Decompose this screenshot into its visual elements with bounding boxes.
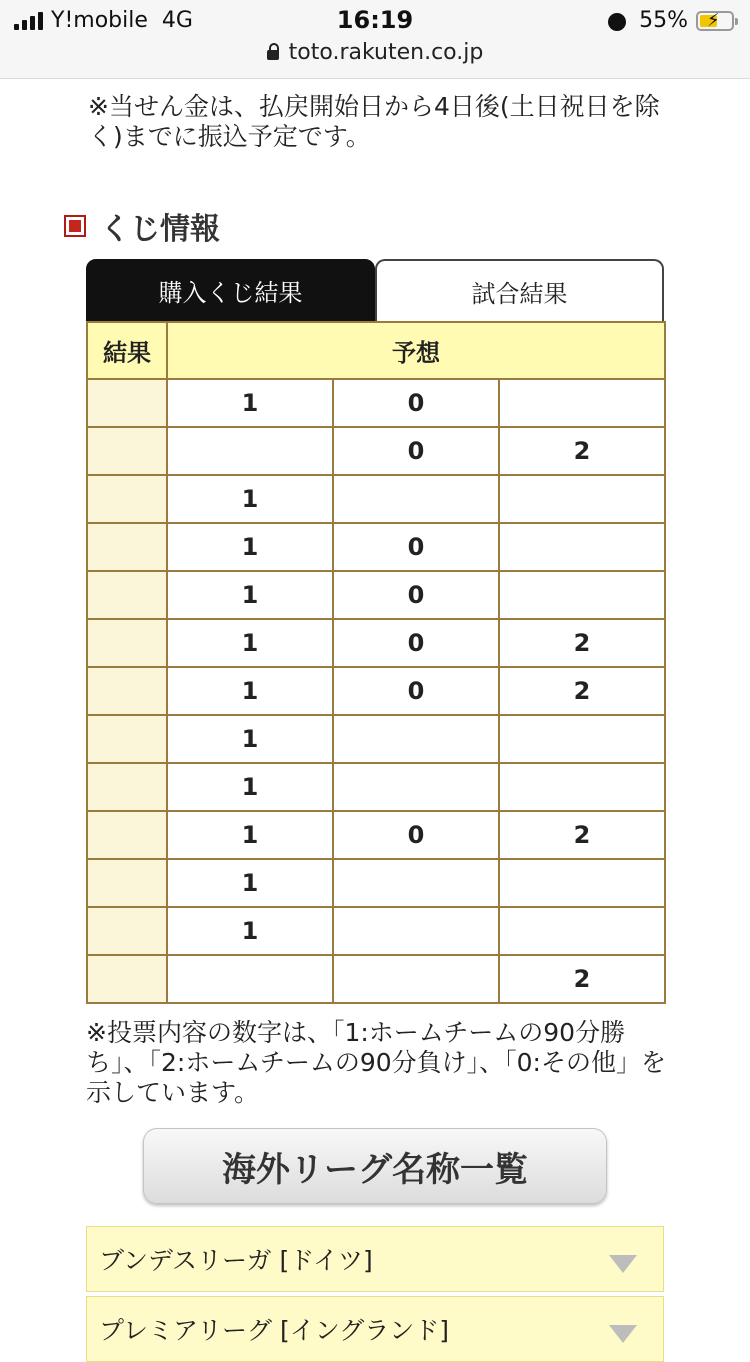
network-type: 4G xyxy=(161,8,193,33)
league-name: ブンデスリーガ [ドイツ] xyxy=(99,1246,373,1275)
prediction-0-cell xyxy=(333,859,499,907)
prediction-2-cell xyxy=(499,475,665,523)
result-cell xyxy=(87,523,167,571)
result-cell xyxy=(87,907,167,955)
expand-triangle-icon xyxy=(609,1325,637,1343)
expand-triangle-icon xyxy=(609,1255,637,1273)
table-row xyxy=(87,379,665,427)
table-row xyxy=(87,811,665,859)
prediction-2-cell: 2 xyxy=(499,427,665,475)
prediction-0-cell: 0 xyxy=(333,427,499,475)
prediction-2-cell xyxy=(499,763,665,811)
prediction-1-cell xyxy=(167,955,333,1003)
result-cell xyxy=(87,619,167,667)
battery-percent: 55% xyxy=(639,8,688,33)
prediction-1-cell: 1 xyxy=(167,907,333,955)
clock: 16:19 xyxy=(336,6,414,34)
prediction-2-cell xyxy=(499,715,665,763)
result-cell xyxy=(87,955,167,1003)
prediction-0-cell: 0 xyxy=(333,667,499,715)
status-right xyxy=(607,8,734,33)
prediction-1-cell: 1 xyxy=(167,619,333,667)
section-heading xyxy=(64,204,220,248)
result-cell xyxy=(87,571,167,619)
table-row xyxy=(87,571,665,619)
tab-purchase-results[interactable]: 購入くじ結果 xyxy=(86,259,375,321)
result-cell xyxy=(87,379,167,427)
prediction-2-cell: 2 xyxy=(499,955,665,1003)
table-row xyxy=(87,955,665,1003)
league-name: プレミアリーグ [イングランド] xyxy=(99,1316,449,1345)
table-header-row xyxy=(87,322,665,379)
table-row xyxy=(87,427,665,475)
url-text: toto.rakuten.co.jp xyxy=(288,40,484,65)
table-row xyxy=(87,859,665,907)
prediction-2-cell xyxy=(499,859,665,907)
prediction-0-cell xyxy=(333,715,499,763)
prediction-1-cell: 1 xyxy=(167,379,333,427)
result-cell xyxy=(87,715,167,763)
table-row xyxy=(87,475,665,523)
result-cell xyxy=(87,859,167,907)
prediction-1-cell xyxy=(167,427,333,475)
prediction-1-cell: 1 xyxy=(167,475,333,523)
payout-note: ※当せん金は、払戻開始日から4日後(土日祝日を除く)までに振込予定です。 xyxy=(88,92,660,151)
prediction-1-cell: 1 xyxy=(167,811,333,859)
table-row xyxy=(87,763,665,811)
battery-icon xyxy=(696,11,734,31)
lock-icon xyxy=(267,50,279,60)
prediction-1-cell: 1 xyxy=(167,859,333,907)
tab-match-results[interactable]: 試合結果 xyxy=(375,259,664,321)
league-accordion-item[interactable] xyxy=(86,1226,664,1292)
red-square-icon xyxy=(64,215,86,237)
header-prediction: 予想 xyxy=(167,322,665,379)
carrier-name: Y!mobile xyxy=(51,8,148,33)
prediction-1-cell: 1 xyxy=(167,523,333,571)
table-body xyxy=(87,379,665,1003)
prediction-2-cell: 2 xyxy=(499,667,665,715)
prediction-2-cell: 2 xyxy=(499,619,665,667)
result-cell xyxy=(87,667,167,715)
prediction-2-cell xyxy=(499,907,665,955)
prediction-0-cell: 0 xyxy=(333,571,499,619)
prediction-0-cell: 0 xyxy=(333,619,499,667)
status-bar xyxy=(0,0,750,79)
result-cell xyxy=(87,475,167,523)
prediction-1-cell: 1 xyxy=(167,763,333,811)
result-cell xyxy=(87,811,167,859)
vote-legend-note: ※投票内容の数字は、「1:ホームチームの90分勝ち」、「2:ホームチームの90分負け」、「0:その他」を示しています。 xyxy=(86,1018,666,1107)
prediction-2-cell xyxy=(499,571,665,619)
result-tabs xyxy=(86,259,664,321)
result-cell xyxy=(87,763,167,811)
prediction-table xyxy=(86,321,666,1004)
address-bar[interactable] xyxy=(0,40,750,65)
overseas-league-list-button[interactable]: 海外リーグ名称一覧 xyxy=(143,1128,607,1204)
prediction-0-cell: 0 xyxy=(333,811,499,859)
header-result: 結果 xyxy=(87,322,167,379)
prediction-0-cell: 0 xyxy=(333,523,499,571)
prediction-0-cell xyxy=(333,955,499,1003)
table-row xyxy=(87,619,665,667)
prediction-0-cell xyxy=(333,907,499,955)
prediction-0-cell: 0 xyxy=(333,379,499,427)
prediction-1-cell: 1 xyxy=(167,715,333,763)
section-title: くじ情報 xyxy=(100,212,220,247)
prediction-2-cell xyxy=(499,523,665,571)
charging-bolt-icon: ⚡ xyxy=(707,9,720,31)
table-row xyxy=(87,715,665,763)
alarm-icon xyxy=(607,11,627,31)
prediction-1-cell: 1 xyxy=(167,667,333,715)
table-row xyxy=(87,523,665,571)
league-accordion-item[interactable] xyxy=(86,1296,664,1362)
prediction-2-cell xyxy=(499,379,665,427)
result-cell xyxy=(87,427,167,475)
prediction-2-cell: 2 xyxy=(499,811,665,859)
prediction-1-cell: 1 xyxy=(167,571,333,619)
table-row xyxy=(87,667,665,715)
table-row xyxy=(87,907,665,955)
prediction-0-cell xyxy=(333,763,499,811)
prediction-0-cell xyxy=(333,475,499,523)
